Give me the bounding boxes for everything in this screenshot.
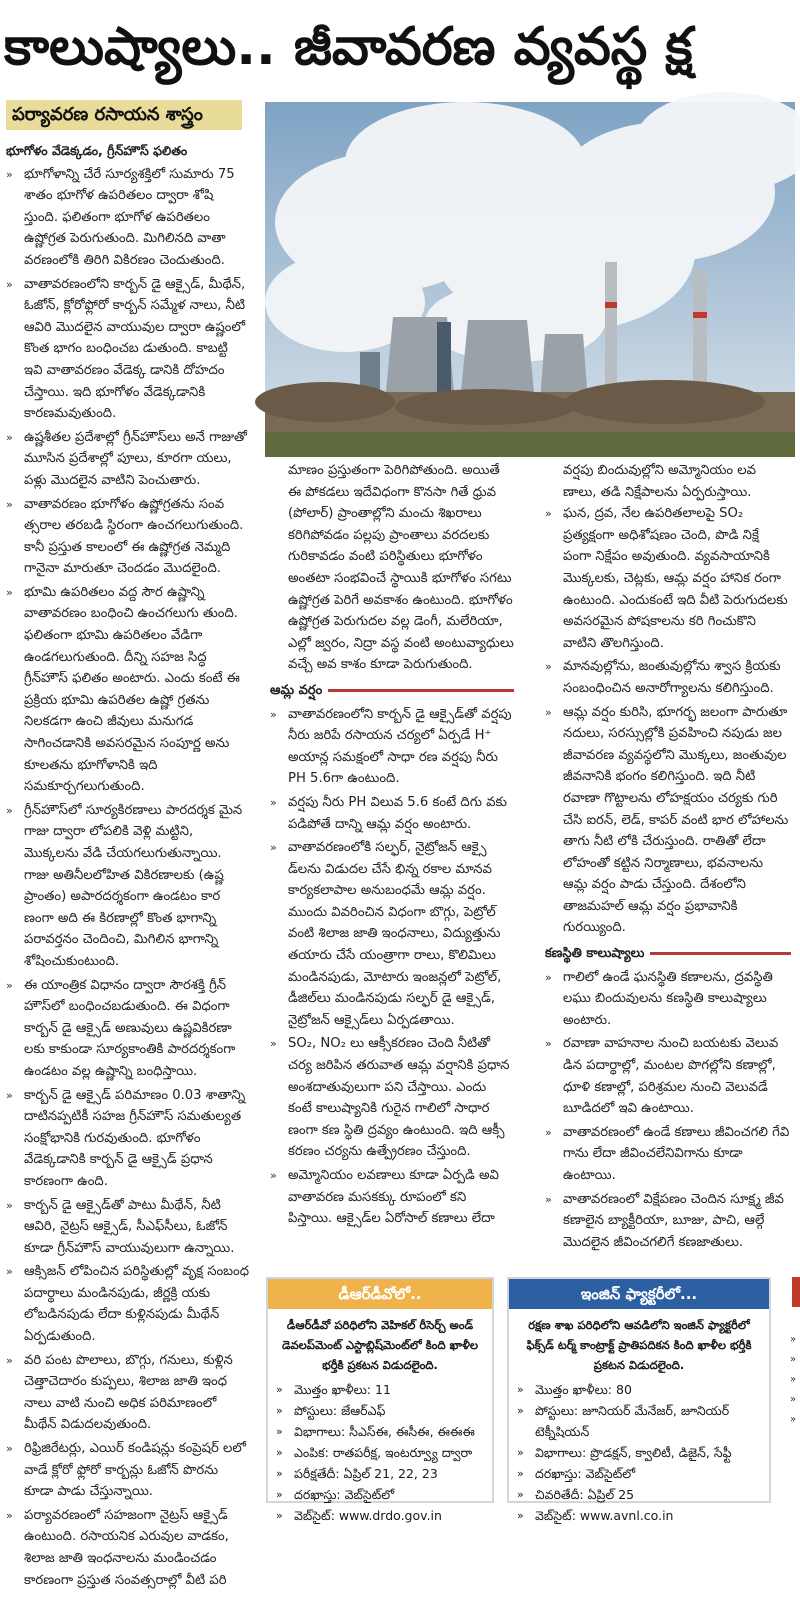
power-plant-photo xyxy=(265,102,795,457)
paragraph-continuation: మాణం ప్రస్తుతంగా పెరిగిపోతుంది. అయితే ఈ పోకడలు ఇదేవిధంగా కొనసా గితే ధ్రువ (పోలార్) ప్రాంతాల్లోని మంచు శిఖరాలు కరిగిపోవడం పల్లపు ప్రాంతాలు వరదలకు గురికావడం వంటి పరిస్థితులు భూగోళం అంతటా సంభవించే స్థాయికి భూగోళం సగటు ఉష్ణోగ్రత పెరిగే అవకాశం ఉంటుంది. భూగోళం ఉష్ణోగ్రత పెరుగుదల వల్ల డెంగీ, మలేరియా, ఎల్లో జ్వరం, నిద్రా వస్థ వంటి అంటువ్యాధులు వచ్చే అవ కాశం కూడా పెరుగుతుంది. xyxy=(288,463,514,673)
list-item-text: వర్షపు నీరు PH విలువ 5.6 కంటే దిగు వకు పడిపోతే దాన్ని ఆమ్ల వర్షం అంటారు. xyxy=(288,794,507,832)
list-item-text: గ్రీన్‌హౌస్‌లో సూర్యకిరణాలు పారదర్శక మైన గాజు ద్వారా లోపలికి వెళ్లి మట్టిని, మొక్కలను వేడి చేయగలుగుతున్నాయి. గాజు అతినీలలోహిత వికిరణాలకు (ఉష్ణ ప్రాంతం) అపారదర్శకంగా ఉండటం కార ణంగా అది ఈ కిరణాల్లో కొంత భాగాన్ని పరావర్తనం చెందించి, మిగిలిన భాగాన్ని శోషించుకుంటుంది. xyxy=(24,802,243,969)
list-item-text: గాలిలో ఉండే ఘనస్థితి కణాలను, ద్రవస్థితి లఘు బిందువులను కణస్థితి కాలుష్యాలు అంటారు. xyxy=(563,969,773,1028)
double-chevron-right-icon: » xyxy=(276,1383,283,1396)
list-item xyxy=(6,1438,250,1503)
list-item-text: పోస్టులు: జేఆర్‌ఎఫ్ xyxy=(294,1403,386,1418)
list-item-text: పరీక్షతేదీ: ఏప్రిల్ 21, 22, 23 xyxy=(294,1466,438,1481)
list-item-text: భూగోళాన్ని చేరే సూర్యశక్తిలో సుమారు 75 శాతం భూగోళ ఉపరితలం ద్వారా శోషి స్తుంది. ఫలితంగా భూగోళ ఉపరితలం ఉష్ణోగ్రత పెరుగుతుంది. మిగిలినది వాతా వరణంలోకి తిరిగి వికిరణం చెందుతుంది. xyxy=(24,166,235,268)
double-chevron-right-icon: » xyxy=(6,430,13,444)
list-item xyxy=(6,274,250,425)
list-item xyxy=(276,1484,484,1505)
list-item-text: ఆక్సిజన్ లోపించిన పరిస్థితుల్లో వృక్ష సంబంధ పదార్థాలు మండినపుడు, జీర్ణక్రి యకు లోబడినపుడు లేదా కుళ్లినపుడు మీథేన్ ఏర్పడుతుంది. xyxy=(24,1264,250,1345)
double-chevron-right-icon: » xyxy=(545,1125,552,1139)
list-item-text: ఆమ్ల వర్షం కురిసి, భూగర్భ జలంగా పారుతూ నదులు, సరస్సుల్లోకి ప్రవహించి నపుడు జల జీవావరణ వ్యవస్థలోని మొక్కలు, జంతువుల జీవనానికి భంగం కలిగిస్తుంది. ఇది నీటి రవాణా గొట్టాలను లోహక్షయం చర్యకు గురి చేసి ఐరన్, లెడ్, కాపర్ వంటి భార లోహాలను తాగు నీటి లోకి చేరుస్తుంది. రాతితో లేదా లోహంతో కట్టిన నిర్మాణాలు, భవనాలను ఆమ్ల వర్షం పాడు చేస్తుంది. దేశంలోని తాజమహల్ ఆమ్ల వర్షం ప్రభావానికి గురయ్యింది. xyxy=(563,704,789,936)
list-item xyxy=(545,656,791,699)
power-plant-illustration xyxy=(265,102,795,457)
list-item xyxy=(517,1379,761,1400)
list-item xyxy=(517,1505,761,1526)
double-chevron-right-icon: » xyxy=(276,1425,283,1438)
list-item xyxy=(6,1085,250,1193)
double-chevron-right-icon: » xyxy=(545,507,552,521)
double-chevron-right-icon: » xyxy=(517,1509,524,1522)
factory-box-intro: రక్షణ శాఖ పరిధిలోని ఆవడిలోని ఇంజిన్ ఫ్యాక్టరీలో ఫిక్స్‌డ్ టర్మ్ కాంట్రాక్ట్ ప్రాతిపదికన కింది ఖాళీల భర్తీకి ప్రకటన విడుదలైంది. xyxy=(526,1318,752,1372)
list-item-text: కార్బన్ డై ఆక్సైడ్‌తో పాటు మీథేన్, నీటి ఆవిరి, నైట్రస్ ఆక్సైడ్, సీఎఫ్‌సీలు, ఓజోన్ కూడా గ్రీన్‌హౌస్ వాయువులుగా ఉన్నాయి. xyxy=(24,1197,235,1256)
list-item-text: వాతావరణంలోని కార్బన్ డై ఆక్సైడ్, మీథేన్, ఓజోన్, క్లోరోఫ్లోరో కార్బన్ సమ్మేళ నాలు, నీటి ఆవిరి మొదలైన వాయువుల ద్వారా ఉష్ణంలో కొంత భాగం బంధించబ డుతుంది. కాబట్టి ఇవి వాతావరణం వేడెక్క డానికి దోహదం చేస్తాయి. ఇది భూగోళం వేడెక్కడానికి కారణమవుతుంది. xyxy=(24,276,246,422)
double-chevron-right-icon: » xyxy=(6,1353,13,1367)
list-item-text: మొత్తం ఖాళీలు: 80 xyxy=(535,1382,632,1397)
list-item xyxy=(545,503,791,654)
list-item xyxy=(276,1442,484,1463)
subheading-particulate-pollutants xyxy=(545,943,791,965)
drdo-jobs-box xyxy=(266,1277,494,1523)
double-chevron-right-icon: » xyxy=(6,803,13,817)
list-item-text: ఉష్ణశీతల ప్రదేశాల్లో గ్రీన్‌హౌస్‌లు అనే గాజుతో మూసిన ప్రదేశాల్లో పూలు, కూరగా యలు, పళ్లు మొదలైన వాటిని పెంచుతారు. xyxy=(24,429,247,488)
subheading-label: కణస్థితి కాలుష్యాలు xyxy=(545,946,645,962)
list-item xyxy=(6,1350,250,1436)
double-chevron-right-icon: » xyxy=(6,1442,13,1456)
double-chevron-right-icon: » xyxy=(270,1169,277,1182)
list-item xyxy=(270,837,514,1031)
drdo-box-intro: డీఆర్‌డీవో పరిధిలోని వెహికల్ రీసెర్చ్ అండ్ డెవలప్‌మెంట్ ఎస్టాబ్లిష్‌మెంట్‌లో కింది ఖాళీల భర్తీకి ప్రకటన విడుదలైంది. xyxy=(281,1318,479,1372)
subheading-acid-rain xyxy=(270,680,514,702)
list-item xyxy=(545,967,791,1032)
list-item-text: మానవుల్లోను, జంతువుల్లోను శ్వాస క్రియకు సంబంధించిన అనారోగ్యాలను కలిగిస్తుంది. xyxy=(563,659,781,696)
article-column-1 xyxy=(6,140,250,1588)
next-box-arrows: » » » » » xyxy=(790,1334,797,1425)
article-column-2 xyxy=(270,460,514,1250)
list-item xyxy=(545,1189,791,1254)
list-item-text: ఘన, ద్రవ, నేల ఉపరితలాలపై SO₂ ప్రత్యక్షంగా అధిశోషణం చెంది, పొడి నిక్షే పంగా నిక్షేపం అవుతుంది. వ్యవసాయానికి మొక్కలకు, చెట్లకు, ఆమ్ల వర్షం హానిక రంగా ఉంటుంది. ఎందుకంటే ఇది వీటి పెరుగుదలకు అవసరమైన పోషకాలను కరి గించుకొని వాటిని తొలగిస్తుంది. xyxy=(563,506,788,651)
list-item-text: భూమి ఉపరితలం వద్ద సౌర ఉష్ణాన్ని వాతావరణం బంధించి ఉంచగలుగు తుంది. ఫలితంగా భూమి ఉపరితలం వేడిగా ఉండగలుగుతుంది. దీన్ని సహజ సిద్ధ గ్రీన్‌హౌస్ ఫలితం అంటారు. ఎందు కంటే ఈ ప్రక్రియ భూమి ఉపరితల ఉష్ణో గ్రతను నిలకడగా ఉంచి జీవులు మనుగడ సాగించడానికి అవసరమైన సంపూర్ణ అను కూలతను భూగోళానికి ఇది సమకూర్చగలుగుతుంది. xyxy=(24,584,240,795)
list-item-text: రవాణా వాహనాల నుంచి బయటకు వెలువ డిన పదార్థాల్లో, మంటల పొగల్లోని కణాల్లో, ధూళి కణాల్లో, పరిశ్రమల నుంచి వెలువడే బూడిదలో ఇవి ఉంటాయి. xyxy=(563,1036,779,1117)
list-item-text: మొత్తం ఖాళీలు: 11 xyxy=(294,1382,391,1397)
list-item-text: పర్యావరణంలో సహజంగా నైట్రస్ ఆక్సైడ్ ఉంటుంది. రసాయనిక ఎరువుల వాడకం, శిలాజ జాతి ఇంధనాలను మండించడం కారణంగా ప్రస్తుత సంవత్సరాల్లో వీటి పరి xyxy=(24,1507,229,1588)
list-item-text: వాతావరణంలోకి సల్ఫర్, నైట్రోజన్ ఆక్సై డ్‌లను విడుదల చేసే భిన్న రకాల మానవ కార్యకలాపాల అనుబంధమే ఆమ్ల వర్షం. ముందు వివరించిన విధంగా బొగ్గు, పెట్రోల్ వంటి శిలాజ జాతి ఇంధనాలు, విద్యుత్తును తయారు చేసే యంత్రాగా రాలు, కొలిమిలు మండినపుడు, మోటారు ఇంజన్లలో పెట్రోల్, డీజిల్‌లు మండినపుడు సల్ఫర్ డై ఆక్సైడ్, నైట్రోజన్ ఆక్సైడ్‌లు ఏర్పడతాయి. xyxy=(288,840,502,1028)
divider xyxy=(650,952,791,955)
double-chevron-right-icon: » xyxy=(6,978,13,992)
list-item-text: దరఖాస్తు: వెబ్‌సైట్‌లో xyxy=(294,1487,395,1502)
list-item-text: విభాగాలు: సీఎస్ఈ, ఈసీఈ, ఈఈఈ xyxy=(294,1424,475,1439)
list-item-text: ఈ యాంత్రిక విధానం ద్వారా సౌరశక్తి గ్రీన్ హౌస్‌లో బంధించబడుతుంది. ఈ విధంగా కార్బన్ డై ఆక్సైడ్ అణువులు ఉష్ణవికిరణా లకు కాకుండా సూర్యకాంతికి పారదర్శకంగా ఉండటం వల్ల ఉష్ణాన్ని బంధిస్తాయి. xyxy=(24,977,236,1079)
list-item-text: వాతావరణం భూగోళం ఉష్ణోగ్రతను సంవ త్సరాల తరబడి స్థిరంగా ఉంచగలుగుతుంది. కానీ ప్రస్తుత కాలంలో ఈ ఉష్ణోగ్రత నెమ్మది గానైనా మారుతూ చెందడం మొదలైంది. xyxy=(24,496,244,577)
double-chevron-right-icon: » xyxy=(545,660,552,674)
list-item-text: SO₂, NO₂ లు ఆక్సీకరణం చెంది నీటితో చర్య జరిపిన తరువాత ఆమ్ల వర్షానికి ప్రధాన అంశదాతువులుగా పని చేస్తాయి. ఎందు కంటే కాలుష్యానికి గురైన గాలిలో సాధార ణంగా కణ స్థితి ద్రవ్యం ఉంటుంది. ఇది ఆక్సీ కరణం చర్యను ఉత్ప్రేరణం చేస్తుంది. xyxy=(288,1036,510,1160)
list-item xyxy=(6,1505,250,1591)
list-item-text: ఎంపిక: రాతపరీక్ష, ఇంటర్వ్యూ ద్వారా xyxy=(294,1445,473,1460)
list-item xyxy=(6,582,250,798)
list-item xyxy=(6,427,250,492)
double-chevron-right-icon: » xyxy=(6,1198,13,1212)
double-chevron-right-icon: » xyxy=(6,277,13,291)
list-item-text: కార్బన్ డై ఆక్సైడ్ పరిమాణం 0.03 శాతాన్ని దాటినప్పటికీ సహజ గ్రీన్‌హౌస్ సమతుల్యత సంక్షోభానికి గురవుతుంది. భూగోళం వేడెక్కడానికి కార్బన్ డై ఆక్సైడ్ ప్రధాన కారణంగా ఉంది. xyxy=(24,1087,246,1189)
list-item xyxy=(270,792,514,835)
double-chevron-right-icon: » xyxy=(545,1192,552,1206)
drdo-box-list xyxy=(268,1377,492,1528)
list-item xyxy=(276,1379,484,1400)
double-chevron-right-icon: » xyxy=(270,841,277,855)
double-chevron-right-icon: » xyxy=(6,167,13,181)
double-chevron-right-icon: » xyxy=(270,795,277,809)
double-chevron-right-icon: » xyxy=(6,1265,13,1279)
article-column-3 xyxy=(545,460,791,1250)
list-item-text: అమ్మోనియం లవణాలు కూడా ఏర్పడి అవి వాతావరణ మసకక్కు రూపంలో కని పిస్తాయి. ఆక్సైడ్‌ల ఏరోసాల్ కణాలు లేదా xyxy=(288,1168,499,1227)
double-chevron-right-icon: » xyxy=(276,1467,283,1480)
double-chevron-right-icon: » xyxy=(270,1037,277,1051)
double-chevron-right-icon: » xyxy=(276,1509,283,1522)
list-item xyxy=(6,975,250,1083)
factory-box-list xyxy=(509,1377,769,1528)
double-chevron-right-icon: » xyxy=(6,585,13,599)
list-item xyxy=(517,1484,761,1505)
double-chevron-right-icon: » xyxy=(517,1467,524,1480)
website-link[interactable]: వెబ్‌సైట్: www.avnl.co.in xyxy=(535,1508,674,1523)
section-tag: పర్యావరణ రసాయన శాస్త్రం xyxy=(6,100,242,130)
list-item xyxy=(276,1400,484,1421)
list-item-text: వరి పంట పొలాలు, బొగ్గు, గనులు, కుళ్లిన చెత్తాచెదారం కుప్పలు, శిలాజ జాతి ఇంధ నాలు వాటి నుంచి అధిక పరిమాణంలో మీథేన్ విడుదలవుతుంది. xyxy=(24,1352,233,1433)
engine-factory-jobs-box xyxy=(507,1277,771,1523)
paragraph-continuation: వర్షపు బిందువుల్లోని అమ్మోనియం లవ ణాలు, తడి నిక్షేపాలను ఏర్పరుస్తాయి. xyxy=(563,463,757,500)
factory-box-heading: ఇంజిన్ ఫ్యాక్టరీలో... xyxy=(509,1279,769,1309)
list-item-text: పోస్టులు: జూనియర్ మేనేజర్, జూనియర్ టెక్నీషియన్ xyxy=(535,1403,730,1439)
double-chevron-right-icon: » xyxy=(517,1446,524,1459)
list-item-text: వాతావరణంలోని కార్బన్ డై ఆక్సైడ్‌తో వర్షపు నీరు జరిపే రసాయన చర్యలో ఏర్పడే H⁺ అయాన్ల సమక్షంలో సాధా రణ వర్షపు నీరు PH 5.6గా ఉంటుంది. xyxy=(288,706,512,787)
double-chevron-right-icon: » xyxy=(6,1088,13,1102)
list-item xyxy=(270,704,514,790)
website-link[interactable]: వెబ్‌సైట్: www.drdo.gov.in xyxy=(294,1508,442,1523)
list-item-text: వాతావరణంలో ఉండే కణాలు జీవించగలి గేవి గాను లేదా జీవించలేనివిగాను కూడా ఉంటాయి. xyxy=(563,1124,790,1183)
double-chevron-right-icon: » xyxy=(545,970,552,984)
double-chevron-right-icon: » xyxy=(6,1508,13,1522)
list-item xyxy=(517,1463,761,1484)
double-chevron-right-icon: » xyxy=(276,1446,283,1459)
list-item xyxy=(6,1195,250,1260)
list-item xyxy=(545,702,791,940)
list-item xyxy=(6,800,250,973)
double-chevron-right-icon: » xyxy=(276,1488,283,1501)
double-chevron-right-icon: » xyxy=(517,1488,524,1501)
double-chevron-right-icon: » xyxy=(545,705,552,719)
double-chevron-right-icon: » xyxy=(270,707,277,721)
list-item xyxy=(6,494,250,580)
list-item xyxy=(6,164,250,272)
next-box-edge xyxy=(792,1277,800,1307)
list-item xyxy=(270,1165,514,1230)
list-item-text: వాతావరణంలో విక్షేపణం చెందిన సూక్ష్మ జీవ కణాలైన బ్యాక్టీరియా, బూజు, పాచి, ఆల్గే మొదలైన జీవించగలిగే కణజాతులు. xyxy=(563,1191,784,1250)
subheading-global-warming: భూగోళం వేడెక్కడం, గ్రీన్‌హౌస్ ఫలితం xyxy=(6,143,188,158)
list-item-text: దరఖాస్తు: వెబ్‌సైట్‌లో xyxy=(535,1466,636,1481)
double-chevron-right-icon: » xyxy=(6,497,13,511)
divider xyxy=(328,689,514,692)
list-item-text: చివరితేదీ: ఏప్రిల్ 25 xyxy=(535,1487,635,1502)
subheading-label: ఆమ్ల వర్షం xyxy=(270,682,323,698)
double-chevron-right-icon: » xyxy=(517,1404,524,1417)
list-item xyxy=(276,1505,484,1526)
list-item xyxy=(276,1463,484,1484)
headline: కాలుష్యాలు.. జీవావరణ వ్యవస్థ క్ష xyxy=(4,17,693,77)
list-item xyxy=(270,1033,514,1163)
double-chevron-right-icon: » xyxy=(545,1037,552,1051)
list-item xyxy=(545,1033,791,1119)
list-item-text: విభాగాలు: ప్రొడక్షన్, క్వాలిటీ, డిజైన్, సేఫ్టీ xyxy=(535,1445,732,1460)
double-chevron-right-icon: » xyxy=(276,1404,283,1417)
list-item xyxy=(545,1122,791,1187)
list-item xyxy=(6,1261,250,1347)
double-chevron-right-icon: » xyxy=(517,1383,524,1396)
list-item xyxy=(517,1400,761,1442)
drdo-box-heading: డీఆర్‌డీవోలో.. xyxy=(268,1279,492,1309)
list-item xyxy=(276,1421,484,1442)
list-item xyxy=(517,1442,761,1463)
list-item-text: రిఫ్రిజిరేటర్లు, ఎయిర్ కండిషన్లు కంప్రెషర్ లలో వాడే క్లోరో ఫ్లోరో కార్బన్లు ఓజోన్ పొరను కూడా పాడు చేస్తున్నాయి. xyxy=(24,1441,246,1500)
